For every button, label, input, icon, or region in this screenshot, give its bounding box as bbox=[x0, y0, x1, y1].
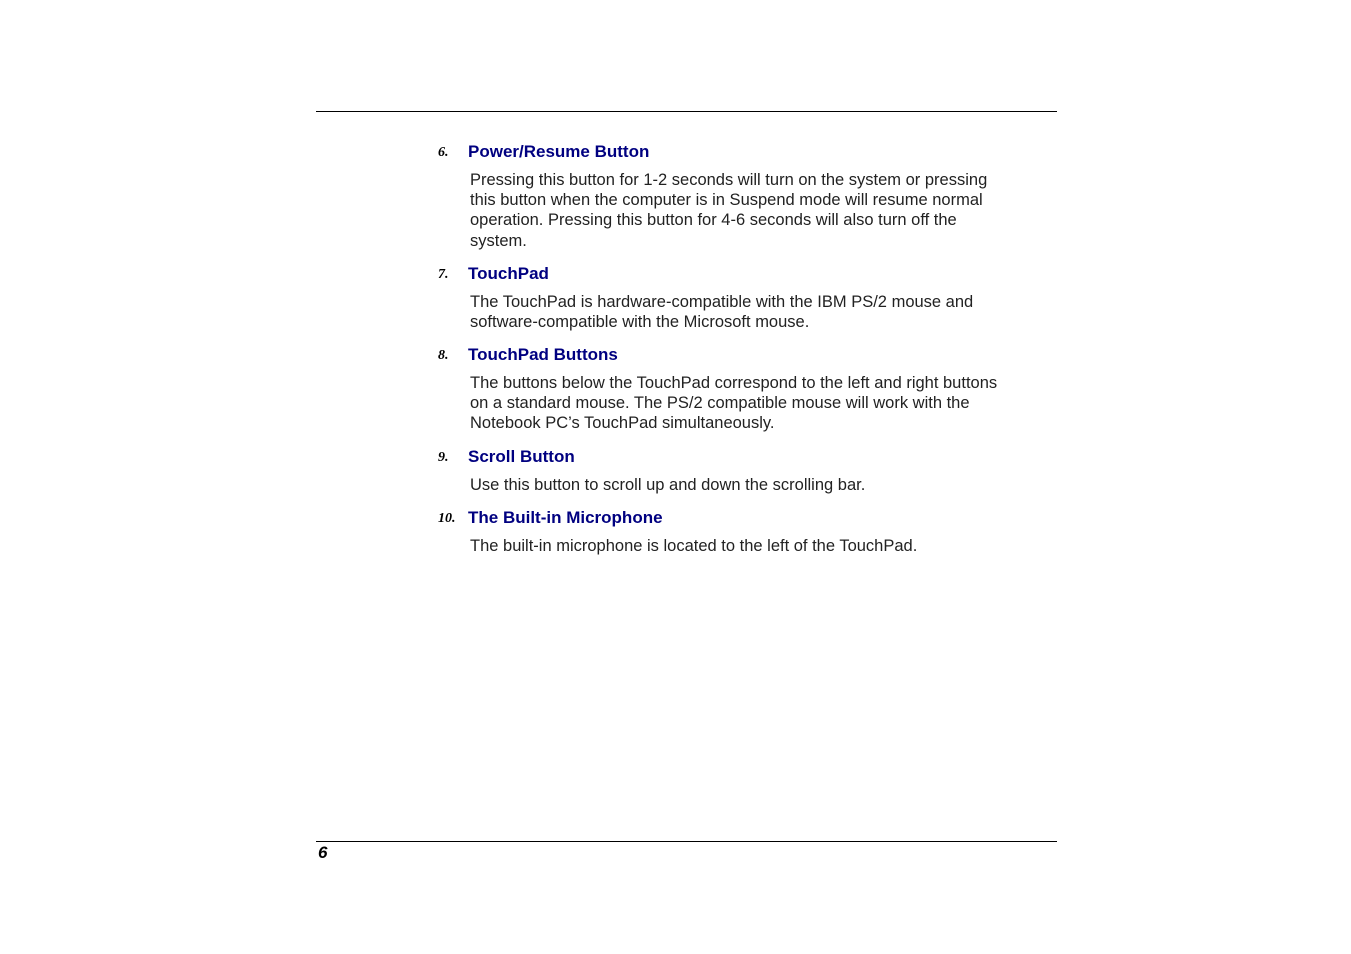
section-scroll-button bbox=[438, 447, 1058, 495]
section-title: The Built-in Microphone bbox=[468, 508, 663, 527]
header-rule bbox=[316, 111, 1057, 112]
section-body: The buttons below the TouchPad correspond to the left and right buttons on a standard mouse. The PS/2 compatible mouse will work with the Notebook PC’s TouchPad simultaneously. bbox=[470, 374, 998, 433]
section-heading bbox=[438, 142, 1058, 164]
section-heading bbox=[438, 264, 1058, 286]
section-number: 10. bbox=[438, 511, 456, 526]
section-heading bbox=[438, 345, 1058, 367]
section-power-resume-button bbox=[438, 142, 1058, 251]
section-title: TouchPad Buttons bbox=[468, 345, 618, 364]
section-number: 6. bbox=[438, 145, 449, 160]
section-number: 8. bbox=[438, 348, 449, 363]
section-body: Pressing this button for 1-2 seconds will turn on the system or pressing this button when the computer is in Suspend mode will resume normal operation. Pressing this button for 4-6 seconds will also turn off the system. bbox=[470, 171, 988, 250]
footer-rule bbox=[316, 841, 1057, 842]
section-body: Use this button to scroll up and down the scrolling bar. bbox=[470, 476, 866, 494]
section-body: The TouchPad is hardware-compatible with the IBM PS/2 mouse and software-compatible with the Microsoft mouse. bbox=[470, 293, 974, 332]
section-body: The built-in microphone is located to the left of the TouchPad. bbox=[470, 537, 918, 555]
section-title: Power/Resume Button bbox=[468, 142, 650, 161]
section-touchpad-buttons bbox=[438, 345, 1058, 434]
section-title: Scroll Button bbox=[468, 447, 575, 466]
section-title: TouchPad bbox=[468, 264, 549, 283]
section-number: 9. bbox=[438, 450, 449, 465]
section-number: 7. bbox=[438, 267, 449, 282]
page-number: 6 bbox=[318, 843, 328, 862]
section-heading bbox=[438, 508, 1058, 530]
section-touchpad bbox=[438, 264, 1058, 332]
section-built-in-microphone bbox=[438, 508, 1058, 556]
section-heading bbox=[438, 447, 1058, 469]
